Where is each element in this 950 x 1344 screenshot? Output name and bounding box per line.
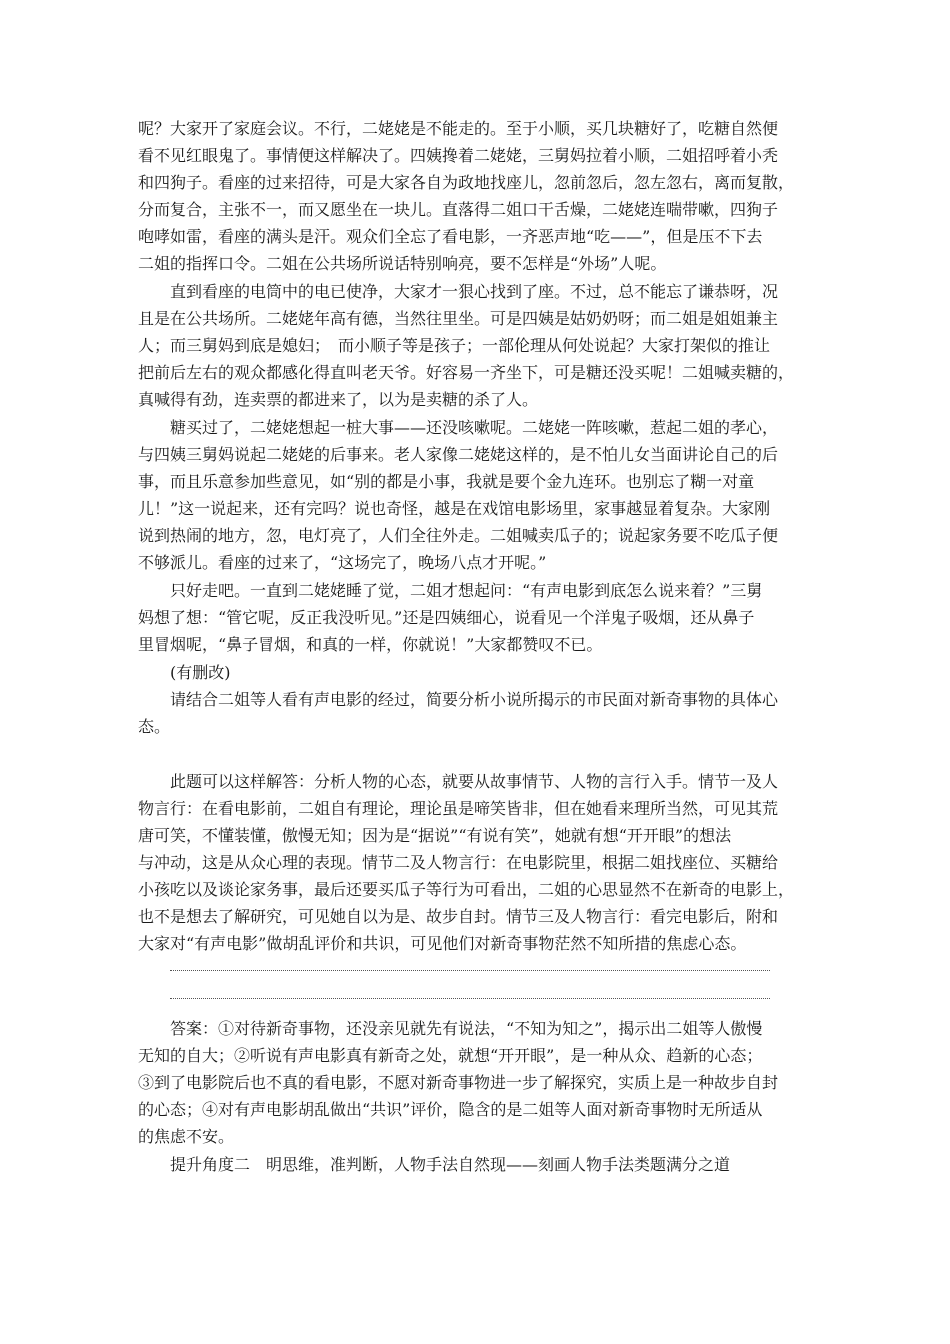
- story-p1-line: 看不见红眼鬼了。事情便这样解决了。四姨搀着二姥姥，三舅妈拉着小顺，二姐招呼着小秃: [138, 146, 779, 165]
- source-note: (有删改): [170, 663, 231, 682]
- story-p1-line: 分而复合，主张不一，而又愿坐在一块儿。直落得二姐口干舌燥，二姥姥连喘带嗽，四狗子: [138, 200, 779, 219]
- story-p2-line: 人；而三舅妈到底是媳妇； 而小顺子等是孩子；一部伦理从何处说起？大家打架似的推让: [138, 336, 771, 355]
- story-p2-line: 把前后左右的观众都感化得直叫老天爷。好容易一齐坐下，可是糖还没买呢！二姐喊卖糖的，: [138, 363, 795, 382]
- answer-line: 的心态；④对有声电影胡乱做出“共识”评价，隐含的是二姐等人面对新奇事物时无所适从: [138, 1100, 763, 1119]
- analysis-line: 小孩吃以及谈论家务事，最后还要买瓜子等行为可看出，二姐的心思显然不在新奇的电影上，: [138, 880, 795, 899]
- dotted-divider: [170, 970, 770, 971]
- story-p3-line: 与四姨三舅妈说起二姥姥的后事来。老人家像二姥姥这样的，是不怕儿女当面讲论自己的后: [138, 445, 779, 464]
- story-p1-line: 和四狗子。看座的过来招待，可是大家各自为政地找座儿，忽前忽后，忽左忽右，离而复散，: [138, 173, 795, 192]
- question-line: 态。: [138, 717, 171, 736]
- story-p1-line: 咆哮如雷，看座的满头是汗。观众们全忘了看电影，一齐恶声地“吃——”，但是压不下去: [138, 227, 763, 246]
- question-line: 请结合二姐等人看有声电影的经过，简要分析小说所揭示的市民面对新奇事物的具体心: [170, 690, 779, 709]
- story-p4-line: 里冒烟呢，“鼻子冒烟，和真的一样，你就说！”大家都赞叹不已。: [138, 635, 603, 654]
- story-p3-line: 儿！”这一说起来，还有完吗？说也奇怪，越是在戏馆电影场里，家事越显着复杂。大家刚: [138, 499, 771, 518]
- story-p2-line: 真喊得有劲，连卖票的都进来了，以为是卖糖的杀了人。: [138, 390, 539, 409]
- story-p1-line: 呢？大家开了家庭会议。不行，二姥姥是不能走的。至于小顺，买几块糖好了，吃糖自然便: [138, 119, 779, 138]
- answer-line: 的焦虑不安。: [138, 1127, 235, 1146]
- analysis-line: 也不是想去了解研究，可见她自以为是、故步自封。情节三及人物言行：看完电影后，附和: [138, 907, 779, 926]
- section-heading: 提升角度二 明思维，准判断，人物手法自然现——刻画人物手法类题满分之道: [170, 1155, 731, 1174]
- analysis-line: 与冲动，这是从众心理的表现。情节二及人物言行：在电影院里，根据二姐找座位、买糖给: [138, 853, 779, 872]
- story-p4-line: 只好走吧。一直到二姥姥睡了觉，二姐才想起问：“有声电影到底怎么说来着？”三舅: [170, 581, 763, 600]
- answer-line: 答案：①对待新奇事物，还没亲见就先有说法，“不知为知之”，揭示出二姐等人傲慢: [170, 1019, 763, 1038]
- analysis-line: 唐可笑，不懂装懂，傲慢无知；因为是“据说”“有说有笑”，她就有想“开开眼”的想法: [138, 826, 732, 845]
- story-p3-line: 糖买过了，二姥姥想起一桩大事——还没咳嗽呢。二姥姥一阵咳嗽，惹起二姐的孝心，: [170, 418, 779, 437]
- story-p3-line: 事，而且乐意参加些意见，如“别的都是小事，我就是要个金九连环。也别忘了糊一对童: [138, 472, 755, 491]
- story-p1-line: 二姐的指挥口令。二姐在公共场所说话特别响亮，要不怎样是“外场”人呢。: [138, 254, 667, 273]
- dotted-divider: [170, 998, 770, 999]
- story-p3-line: 不够派儿。看座的过来了，“这场完了，晚场八点才开呢。”: [138, 553, 547, 572]
- story-p2-line: 且是在公共场所。二姥姥年高有德，当然往里坐。可是四姨是姑奶奶呀；而二姐是姐姐兼主: [138, 309, 779, 328]
- story-p3-line: 说到热闹的地方，忽，电灯亮了，人们全往外走。二姐喊卖瓜子的；说起家务要不吃瓜子便: [138, 526, 779, 545]
- story-p4-line: 妈想了想：“管它呢，反正我没听见。”还是四姨细心，说看见一个洋鬼子吸烟，还从鼻子: [138, 608, 755, 627]
- story-p2-line: 直到看座的电筒中的电已使净，大家才一狠心找到了座。不过，总不能忘了谦恭呀，况: [170, 282, 779, 301]
- answer-line: ③到了电影院后也不真的看电影，不愿对新奇事物进一步了解探究，实质上是一种故步自封: [138, 1073, 779, 1092]
- analysis-line: 此题可以这样解答：分析人物的心态，就要从故事情节、人物的言行入手。情节一及人: [170, 772, 779, 791]
- answer-line: 无知的自大；②听说有声电影真有新奇之处，就想“开开眼”，是一种从众、趋新的心态；: [138, 1046, 763, 1065]
- analysis-line: 物言行：在看电影前，二姐自有理论，理论虽是啼笑皆非，但在她看来理所当然，可见其荒: [138, 799, 779, 818]
- analysis-line: 大家对“有声电影”做胡乱评价和共识，可见他们对新奇事物茫然不知所措的焦虑心态。: [138, 934, 747, 953]
